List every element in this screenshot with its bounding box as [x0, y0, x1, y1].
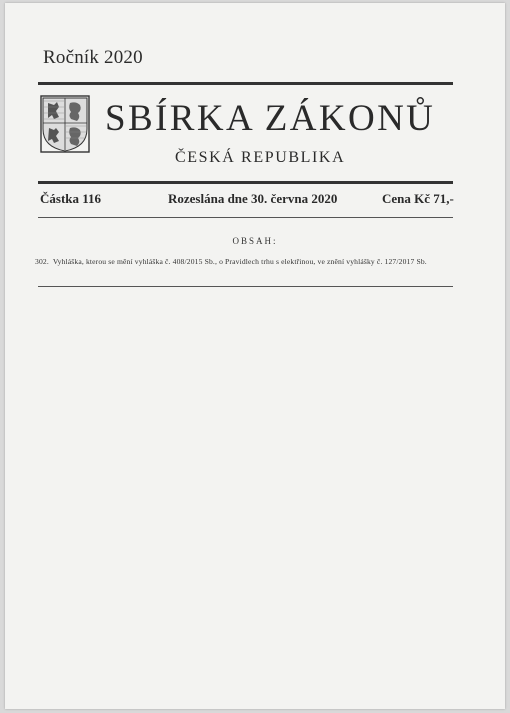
contents-divider [38, 286, 453, 287]
meta-divider [38, 217, 453, 218]
top-divider [38, 82, 453, 85]
gazette-title: SBÍRKA ZÁKONŮ [105, 98, 436, 139]
czech-coat-of-arms-icon [40, 95, 90, 153]
issue-part: Částka 116 [40, 191, 102, 206]
country-subtitle: ČESKÁ REPUBLIKA [175, 149, 346, 166]
contents-item-number: 302. [35, 257, 49, 266]
contents-item [35, 257, 465, 266]
masthead-divider [38, 181, 453, 184]
gazette-cover-page [5, 3, 505, 709]
volume-year: Ročník 2020 [43, 47, 143, 68]
contents-heading: OBSAH: [232, 236, 278, 246]
issue-distribution-date: Rozeslána dne 30. června 2020 [168, 191, 338, 206]
issue-price: Cena Kč 71,- [382, 191, 454, 206]
contents-item-text: Vyhláška, kterou se mění vyhláška č. 408/2015 Sb., o Pravidlech trhu s elektřinou, ve znění vyhlášky č. 127/2017 Sb. [52, 257, 427, 266]
